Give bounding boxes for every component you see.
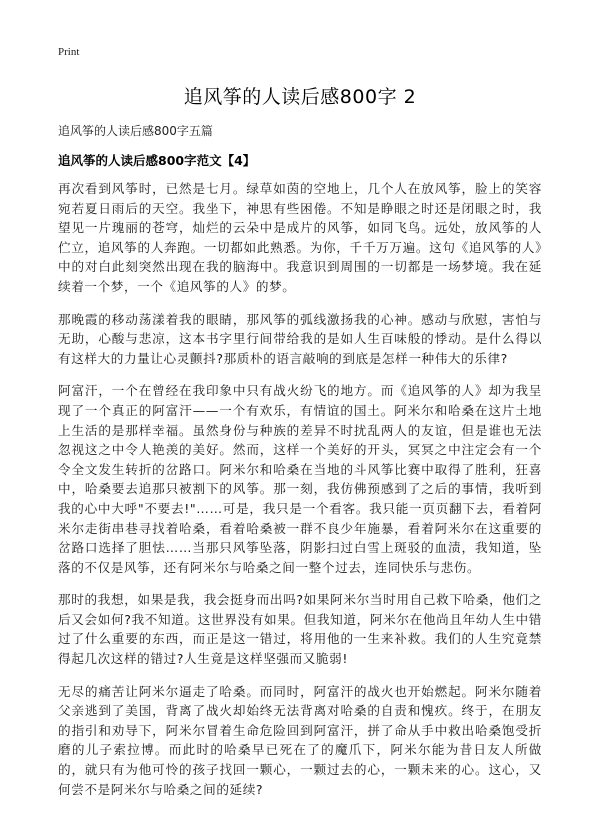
paragraph-1: 再次看到风筝时，已然是七月。绿草如茵的空地上，几个人在放风筝，脸上的笑容宛若夏日雨后的天空。我坐下，神思有些困倦。不知是睁眼之时还是闭眼之时，我望见一片瑰丽的苍穹，灿烂的云朵中是成片的风筝，如同飞鸟。远处，放风筝的人伫立，追风筝的人奔跑。一切都如此熟悉。为你，千千万万遍。这句《追风筝的人》中的对白此刻突然出现在我的脑海中。我意识到周围的一切都是一场梦境。我在延续着一个梦，一个《追风筝的人》的梦。 [58,181,542,294]
article-body [58,179,542,812]
page-title: 追风筝的人读后感800字 2 [183,86,417,108]
paragraph-3: 阿富汗，一个在曾经在我印象中只有战火纷飞的地方。而《追风筝的人》却为我呈现了一个真正的阿富汗——一个有欢乐，有情谊的国土。阿米尔和哈桑在这片土地上生活的是那样幸福。虽然身份与种族的差异不时扰乱两人的友谊，但是谁也无法忽视这之中令人艳羡的美好。然而，这样一个美好的开头，冥冥之中注定会有一个令全文发生转折的岔路口。阿米尔和哈桑在当地的斗风筝比赛中取得了胜利，狂喜中，哈桑要去追那只被割下的风筝。那一刻，我仿佛预感到了之后的事情，我听到我的心中大呼"不要去!"……可是，我只是一个看客。我只能一页页翻下去，看着阿米尔走街串巷寻找着哈桑，看着哈桑被一群不良少年施暴，看着阿米尔在这重要的岔路口选择了胆怯……当那只风筝坠落，阴影扫过白雪上斑驳的血渍，我知道，坠落的不仅是风筝，还有阿米尔与哈桑之间一整个过去，连同快乐与悲伤。 [58,383,542,575]
page-subtitle: 追风筝的人读后感800字五篇 [58,124,213,138]
paragraph-4: 那时的我想，如果是我，我会挺身而出吗?如果阿米尔当时用自己救下哈桑，他们之后又会如何?我不知道。这世界没有如果。但我知道，阿米尔在他尚且年幼人生中错过了什么重要的东西，而正是这一错过，将用他的一生来补救。我们的人生究竟禁得起几次这样的错过?人生竟是这样坚强而又脆弱! [58,592,542,667]
print-label[interactable]: Print [58,46,80,58]
paragraph-5: 无尽的痛苦让阿米尔逼走了哈桑。而同时，阿富汗的战火也开始燃起。阿米尔随着父亲逃到了美国，背离了战火却始终无法背离对哈桑的自责和愧疚。终于，在朋友的指引和劝导下，阿米尔冒着生命危险回到阿富汗，拼了命从手中救出哈桑饱受折磨的儿子索拉博。而此时的哈桑早已死在了的魔爪下，阿米尔能为昔日友人所做的，就只有为他可怜的孩子找回一颗心，一颗过去的心，一颗未来的心。这心，又何尝不是阿米尔与哈桑之间的延续? [58,683,542,797]
paragraph-2: 那晚霞的移动荡漾着我的眼睛，那风筝的弧线激扬我的心神。感动与欣慰，害怕与无助，心酸与悲凉，这本书字里行间带给我的是如人生百味般的悸动。是什么得以有这样大的力量让心灵颤抖?那质朴的语言敲响的到底是怎样一种伟大的乐律? [58,311,542,366]
section-heading: 追风筝的人读后感800字范文【4】 [58,153,256,168]
